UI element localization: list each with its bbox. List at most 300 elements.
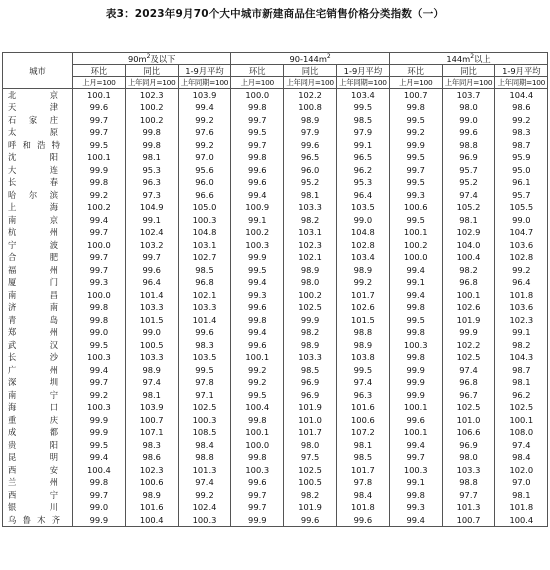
index-value: 104.9 bbox=[125, 201, 178, 214]
index-value: 96.0 bbox=[284, 164, 337, 177]
index-value: 99.9 bbox=[73, 514, 126, 527]
index-value: 99.5 bbox=[389, 114, 442, 127]
index-value: 99.5 bbox=[178, 364, 231, 377]
index-value: 99.3 bbox=[389, 189, 442, 202]
index-value: 97.4 bbox=[336, 376, 389, 389]
index-value: 99.6 bbox=[231, 339, 284, 352]
table-row bbox=[3, 114, 548, 127]
index-value: 99.5 bbox=[336, 364, 389, 377]
index-value: 99.8 bbox=[231, 101, 284, 114]
index-value: 99.2 bbox=[178, 489, 231, 502]
table-title: 表3：2023年9月70个大中城市新建商品住宅销售价格分类指数（一） bbox=[105, 8, 445, 20]
index-value: 96.2 bbox=[495, 389, 548, 402]
index-value: 95.2 bbox=[442, 176, 495, 189]
index-value: 97.8 bbox=[178, 376, 231, 389]
index-value: 103.3 bbox=[125, 351, 178, 364]
table-row bbox=[3, 314, 548, 327]
index-value: 100.6 bbox=[336, 414, 389, 427]
index-value: 100.3 bbox=[231, 464, 284, 477]
index-value: 99.7 bbox=[125, 251, 178, 264]
index-value: 103.9 bbox=[125, 401, 178, 414]
index-value: 107.1 bbox=[125, 426, 178, 439]
index-value: 98.9 bbox=[336, 339, 389, 352]
index-value: 100.4 bbox=[125, 514, 178, 527]
index-value: 99.5 bbox=[73, 139, 126, 152]
index-value: 99.9 bbox=[389, 389, 442, 402]
index-value: 98.1 bbox=[284, 189, 337, 202]
index-value: 103.3 bbox=[284, 201, 337, 214]
index-value: 99.5 bbox=[231, 264, 284, 277]
index-value: 96.5 bbox=[336, 151, 389, 164]
index-value: 97.8 bbox=[336, 476, 389, 489]
table-row bbox=[3, 264, 548, 277]
index-value: 99.8 bbox=[125, 139, 178, 152]
table-row bbox=[3, 451, 548, 464]
index-value: 100.1 bbox=[495, 414, 548, 427]
index-value: 99.2 bbox=[178, 139, 231, 152]
index-value: 100.1 bbox=[231, 426, 284, 439]
index-value: 99.8 bbox=[73, 314, 126, 327]
index-value: 108.5 bbox=[178, 426, 231, 439]
subheader-yoy: 同比 bbox=[442, 65, 495, 77]
index-value: 99.6 bbox=[231, 164, 284, 177]
city-name: 天津 bbox=[3, 101, 73, 114]
table-row bbox=[3, 289, 548, 302]
table-row bbox=[3, 101, 548, 114]
index-value: 101.9 bbox=[442, 314, 495, 327]
index-value: 99.3 bbox=[389, 501, 442, 514]
city-name: 广州 bbox=[3, 364, 73, 377]
index-value: 96.8 bbox=[442, 276, 495, 289]
index-value: 99.9 bbox=[73, 414, 126, 427]
index-value: 99.7 bbox=[73, 126, 126, 139]
city-name: 北京 bbox=[3, 89, 73, 102]
index-value: 99.7 bbox=[73, 489, 126, 502]
index-value: 100.8 bbox=[284, 101, 337, 114]
index-value: 103.5 bbox=[178, 351, 231, 364]
table-row bbox=[3, 201, 548, 214]
index-value: 98.4 bbox=[495, 451, 548, 464]
table-row bbox=[3, 89, 548, 102]
index-value: 101.9 bbox=[284, 501, 337, 514]
table-row bbox=[3, 426, 548, 439]
index-value: 99.5 bbox=[231, 389, 284, 402]
index-value: 99.3 bbox=[231, 289, 284, 302]
index-value: 99.1 bbox=[389, 476, 442, 489]
index-value: 97.5 bbox=[284, 451, 337, 464]
index-value: 99.9 bbox=[73, 426, 126, 439]
index-value: 98.1 bbox=[125, 151, 178, 164]
index-value: 99.2 bbox=[495, 264, 548, 277]
index-value: 98.8 bbox=[336, 326, 389, 339]
index-value: 98.1 bbox=[442, 214, 495, 227]
index-value: 96.4 bbox=[336, 189, 389, 202]
index-value: 102.5 bbox=[495, 401, 548, 414]
table-row bbox=[3, 239, 548, 252]
table-row bbox=[3, 489, 548, 502]
index-value: 98.0 bbox=[442, 101, 495, 114]
index-value: 96.0 bbox=[178, 176, 231, 189]
index-value: 96.8 bbox=[442, 376, 495, 389]
index-value: 102.0 bbox=[495, 464, 548, 477]
index-value: 102.1 bbox=[178, 289, 231, 302]
index-value: 98.9 bbox=[284, 114, 337, 127]
index-value: 102.5 bbox=[442, 401, 495, 414]
index-value: 99.8 bbox=[389, 351, 442, 364]
index-value: 99.2 bbox=[389, 126, 442, 139]
base-label-mom: 上月=100 bbox=[389, 77, 442, 89]
index-value: 100.3 bbox=[231, 239, 284, 252]
city-name: 济南 bbox=[3, 301, 73, 314]
index-value: 96.4 bbox=[495, 276, 548, 289]
index-value: 100.2 bbox=[284, 289, 337, 302]
table-row bbox=[3, 439, 548, 452]
index-value: 99.4 bbox=[389, 289, 442, 302]
table-row bbox=[3, 276, 548, 289]
index-value: 99.9 bbox=[231, 251, 284, 264]
table-row bbox=[3, 214, 548, 227]
index-value: 98.5 bbox=[284, 364, 337, 377]
price-index-table bbox=[2, 52, 548, 527]
index-value: 102.4 bbox=[125, 226, 178, 239]
index-value: 102.3 bbox=[125, 89, 178, 102]
index-value: 99.6 bbox=[231, 301, 284, 314]
index-value: 105.0 bbox=[178, 201, 231, 214]
index-value: 102.3 bbox=[125, 464, 178, 477]
index-value: 95.2 bbox=[284, 176, 337, 189]
city-name: 宁波 bbox=[3, 239, 73, 252]
index-value: 98.2 bbox=[284, 489, 337, 502]
index-value: 99.7 bbox=[73, 376, 126, 389]
city-name: 银川 bbox=[3, 501, 73, 514]
index-value: 98.8 bbox=[442, 139, 495, 152]
index-value: 104.4 bbox=[495, 89, 548, 102]
index-value: 98.7 bbox=[495, 364, 548, 377]
base-label-yoy: 上年同月=100 bbox=[442, 77, 495, 89]
city-name: 成都 bbox=[3, 426, 73, 439]
city-name: 深圳 bbox=[3, 376, 73, 389]
index-value: 105.2 bbox=[442, 201, 495, 214]
index-value: 103.6 bbox=[495, 301, 548, 314]
city-name: 厦门 bbox=[3, 276, 73, 289]
index-value: 100.2 bbox=[73, 201, 126, 214]
city-name: 长沙 bbox=[3, 351, 73, 364]
city-name: 西宁 bbox=[3, 489, 73, 502]
index-value: 98.9 bbox=[284, 339, 337, 352]
index-value: 96.3 bbox=[336, 389, 389, 402]
index-value: 100.3 bbox=[178, 214, 231, 227]
index-value: 99.6 bbox=[442, 126, 495, 139]
city-name: 沈阳 bbox=[3, 151, 73, 164]
index-value: 104.8 bbox=[178, 226, 231, 239]
group-header-small: $90m^2$及以下 bbox=[73, 53, 231, 65]
index-value: 99.7 bbox=[231, 139, 284, 152]
index-value: 98.7 bbox=[495, 139, 548, 152]
index-value: 105.5 bbox=[495, 201, 548, 214]
index-value: 103.6 bbox=[495, 239, 548, 252]
index-value: 99.7 bbox=[73, 264, 126, 277]
base-label-mom: 上月=100 bbox=[231, 77, 284, 89]
index-value: 99.8 bbox=[389, 489, 442, 502]
index-value: 101.3 bbox=[442, 501, 495, 514]
city-name: 西安 bbox=[3, 464, 73, 477]
index-value: 101.0 bbox=[442, 414, 495, 427]
index-value: 102.4 bbox=[178, 501, 231, 514]
index-value: 99.7 bbox=[389, 164, 442, 177]
index-value: 103.5 bbox=[336, 201, 389, 214]
index-value: 102.8 bbox=[495, 251, 548, 264]
index-value: 99.8 bbox=[389, 326, 442, 339]
city-name: 武汉 bbox=[3, 339, 73, 352]
index-value: 95.9 bbox=[495, 151, 548, 164]
index-value: 98.9 bbox=[125, 489, 178, 502]
index-value: 99.4 bbox=[231, 276, 284, 289]
index-value: 99.7 bbox=[389, 451, 442, 464]
index-value: 99.7 bbox=[231, 114, 284, 127]
index-value: 104.0 bbox=[442, 239, 495, 252]
index-value: 101.7 bbox=[336, 464, 389, 477]
index-value: 100.4 bbox=[73, 464, 126, 477]
city-name: 乌鲁木齐 bbox=[3, 514, 73, 527]
index-value: 103.8 bbox=[336, 351, 389, 364]
city-name: 杭州 bbox=[3, 226, 73, 239]
index-value: 95.3 bbox=[125, 164, 178, 177]
index-value: 102.3 bbox=[284, 239, 337, 252]
index-value: 97.4 bbox=[178, 476, 231, 489]
table-row bbox=[3, 351, 548, 364]
index-value: 99.4 bbox=[73, 214, 126, 227]
index-value: 101.3 bbox=[178, 464, 231, 477]
index-value: 99.5 bbox=[389, 176, 442, 189]
index-value: 100.7 bbox=[442, 514, 495, 527]
index-value: 102.2 bbox=[442, 339, 495, 352]
index-value: 100.1 bbox=[73, 89, 126, 102]
index-value: 99.8 bbox=[231, 314, 284, 327]
index-value: 98.3 bbox=[178, 339, 231, 352]
index-value: 99.8 bbox=[389, 101, 442, 114]
table-row bbox=[3, 501, 548, 514]
index-value: 99.7 bbox=[73, 114, 126, 127]
index-value: 99.1 bbox=[389, 276, 442, 289]
city-column-header: 城市 bbox=[3, 53, 73, 89]
city-name: 大连 bbox=[3, 164, 73, 177]
group-header-medium: $90-144m^2$ bbox=[231, 53, 389, 65]
index-value: 96.3 bbox=[125, 176, 178, 189]
index-value: 99.4 bbox=[231, 189, 284, 202]
index-value: 99.4 bbox=[389, 514, 442, 527]
index-value: 106.6 bbox=[442, 426, 495, 439]
index-value: 103.4 bbox=[336, 251, 389, 264]
index-value: 99.9 bbox=[389, 376, 442, 389]
index-value: 103.1 bbox=[284, 226, 337, 239]
index-value: 102.7 bbox=[178, 251, 231, 264]
index-value: 99.8 bbox=[231, 451, 284, 464]
index-value: 100.3 bbox=[389, 339, 442, 352]
index-value: 99.2 bbox=[231, 376, 284, 389]
table-row bbox=[3, 414, 548, 427]
index-value: 103.9 bbox=[178, 89, 231, 102]
index-value: 97.6 bbox=[178, 126, 231, 139]
index-value: 103.4 bbox=[336, 89, 389, 102]
index-value: 95.6 bbox=[178, 164, 231, 177]
index-value: 101.6 bbox=[336, 401, 389, 414]
index-value: 100.7 bbox=[125, 414, 178, 427]
index-value: 100.2 bbox=[125, 101, 178, 114]
city-name: 上海 bbox=[3, 201, 73, 214]
city-name: 昆明 bbox=[3, 451, 73, 464]
table-row bbox=[3, 139, 548, 152]
index-value: 99.8 bbox=[231, 414, 284, 427]
index-value: 98.9 bbox=[284, 264, 337, 277]
index-value: 99.8 bbox=[73, 301, 126, 314]
city-name: 南宁 bbox=[3, 389, 73, 402]
index-value: 99.6 bbox=[231, 476, 284, 489]
index-value: 99.9 bbox=[231, 514, 284, 527]
index-value: 99.9 bbox=[73, 164, 126, 177]
index-value: 103.3 bbox=[284, 351, 337, 364]
base-label-avg: 上年同期=100 bbox=[336, 77, 389, 89]
index-value: 99.4 bbox=[73, 364, 126, 377]
index-value: 99.8 bbox=[73, 476, 126, 489]
table-row bbox=[3, 401, 548, 414]
table-row bbox=[3, 389, 548, 402]
index-value: 99.2 bbox=[495, 114, 548, 127]
index-value: 99.4 bbox=[231, 326, 284, 339]
table-row bbox=[3, 126, 548, 139]
index-value: 103.7 bbox=[442, 89, 495, 102]
index-value: 107.2 bbox=[336, 426, 389, 439]
index-value: 98.9 bbox=[125, 364, 178, 377]
city-name: 石家庄 bbox=[3, 114, 73, 127]
index-value: 103.1 bbox=[178, 239, 231, 252]
index-value: 99.6 bbox=[73, 101, 126, 114]
index-value: 99.5 bbox=[389, 214, 442, 227]
index-value: 99.5 bbox=[389, 314, 442, 327]
subheader-yoy: 同比 bbox=[125, 65, 178, 77]
index-value: 98.4 bbox=[178, 439, 231, 452]
index-value: 100.6 bbox=[125, 476, 178, 489]
index-value: 99.0 bbox=[495, 214, 548, 227]
index-value: 96.7 bbox=[442, 389, 495, 402]
index-value: 99.6 bbox=[336, 514, 389, 527]
city-name: 福州 bbox=[3, 264, 73, 277]
subheader-avg: 1-9月平均 bbox=[336, 65, 389, 77]
index-value: 100.3 bbox=[389, 464, 442, 477]
city-name: 南京 bbox=[3, 214, 73, 227]
base-label-yoy: 上年同月=100 bbox=[125, 77, 178, 89]
index-value: 98.2 bbox=[284, 214, 337, 227]
index-value: 99.0 bbox=[125, 326, 178, 339]
index-value: 99.1 bbox=[495, 326, 548, 339]
index-value: 99.5 bbox=[336, 101, 389, 114]
index-value: 98.9 bbox=[336, 264, 389, 277]
index-value: 100.4 bbox=[442, 251, 495, 264]
index-value: 102.9 bbox=[442, 226, 495, 239]
city-name: 哈尔滨 bbox=[3, 189, 73, 202]
index-value: 99.5 bbox=[389, 151, 442, 164]
index-value: 102.5 bbox=[284, 464, 337, 477]
index-value: 99.8 bbox=[389, 301, 442, 314]
index-value: 96.6 bbox=[178, 189, 231, 202]
index-value: 101.7 bbox=[336, 289, 389, 302]
index-value: 99.9 bbox=[284, 314, 337, 327]
index-value: 100.0 bbox=[73, 289, 126, 302]
index-value: 99.9 bbox=[389, 364, 442, 377]
index-value: 99.8 bbox=[231, 151, 284, 164]
city-name: 重庆 bbox=[3, 414, 73, 427]
subheader-mom: 环比 bbox=[231, 65, 284, 77]
table-row bbox=[3, 164, 548, 177]
table-row bbox=[3, 176, 548, 189]
index-value: 98.3 bbox=[495, 126, 548, 139]
index-value: 100.3 bbox=[178, 514, 231, 527]
table-row bbox=[3, 226, 548, 239]
table-row bbox=[3, 189, 548, 202]
index-value: 98.8 bbox=[178, 451, 231, 464]
index-value: 99.2 bbox=[178, 114, 231, 127]
index-value: 100.0 bbox=[73, 239, 126, 252]
index-value: 98.1 bbox=[495, 376, 548, 389]
index-value: 97.7 bbox=[442, 489, 495, 502]
index-value: 98.6 bbox=[495, 101, 548, 114]
base-label-avg: 上年同期=100 bbox=[178, 77, 231, 89]
index-value: 101.6 bbox=[125, 501, 178, 514]
index-value: 103.3 bbox=[442, 464, 495, 477]
index-value: 103.3 bbox=[125, 301, 178, 314]
index-value: 101.4 bbox=[125, 289, 178, 302]
index-value: 99.8 bbox=[73, 176, 126, 189]
index-value: 99.0 bbox=[73, 501, 126, 514]
index-value: 104.3 bbox=[495, 351, 548, 364]
index-value: 99.6 bbox=[178, 326, 231, 339]
index-value: 98.0 bbox=[442, 451, 495, 464]
index-value: 100.1 bbox=[73, 151, 126, 164]
index-value: 96.9 bbox=[442, 439, 495, 452]
table-row bbox=[3, 376, 548, 389]
index-value: 100.2 bbox=[125, 114, 178, 127]
city-name: 长春 bbox=[3, 176, 73, 189]
index-value: 100.1 bbox=[389, 226, 442, 239]
index-value: 95.7 bbox=[495, 189, 548, 202]
index-value: 98.8 bbox=[442, 476, 495, 489]
index-value: 100.1 bbox=[389, 426, 442, 439]
index-value: 99.6 bbox=[125, 264, 178, 277]
index-value: 99.4 bbox=[389, 264, 442, 277]
index-value: 97.1 bbox=[178, 389, 231, 402]
city-name: 太原 bbox=[3, 126, 73, 139]
table-row bbox=[3, 326, 548, 339]
index-value: 100.9 bbox=[231, 201, 284, 214]
index-value: 96.5 bbox=[284, 151, 337, 164]
index-value: 100.1 bbox=[231, 351, 284, 364]
index-value: 98.2 bbox=[442, 264, 495, 277]
city-name: 南昌 bbox=[3, 289, 73, 302]
index-value: 98.5 bbox=[178, 264, 231, 277]
index-value: 101.8 bbox=[495, 289, 548, 302]
index-value: 98.2 bbox=[495, 339, 548, 352]
index-value: 99.3 bbox=[73, 276, 126, 289]
city-name: 青岛 bbox=[3, 314, 73, 327]
index-value: 98.0 bbox=[284, 276, 337, 289]
base-label-yoy: 上年同月=100 bbox=[284, 77, 337, 89]
index-value: 98.1 bbox=[336, 439, 389, 452]
index-value: 99.5 bbox=[231, 126, 284, 139]
index-value: 100.5 bbox=[284, 476, 337, 489]
index-value: 99.7 bbox=[231, 501, 284, 514]
city-name: 海口 bbox=[3, 401, 73, 414]
index-value: 104.7 bbox=[495, 226, 548, 239]
index-value: 96.2 bbox=[336, 164, 389, 177]
